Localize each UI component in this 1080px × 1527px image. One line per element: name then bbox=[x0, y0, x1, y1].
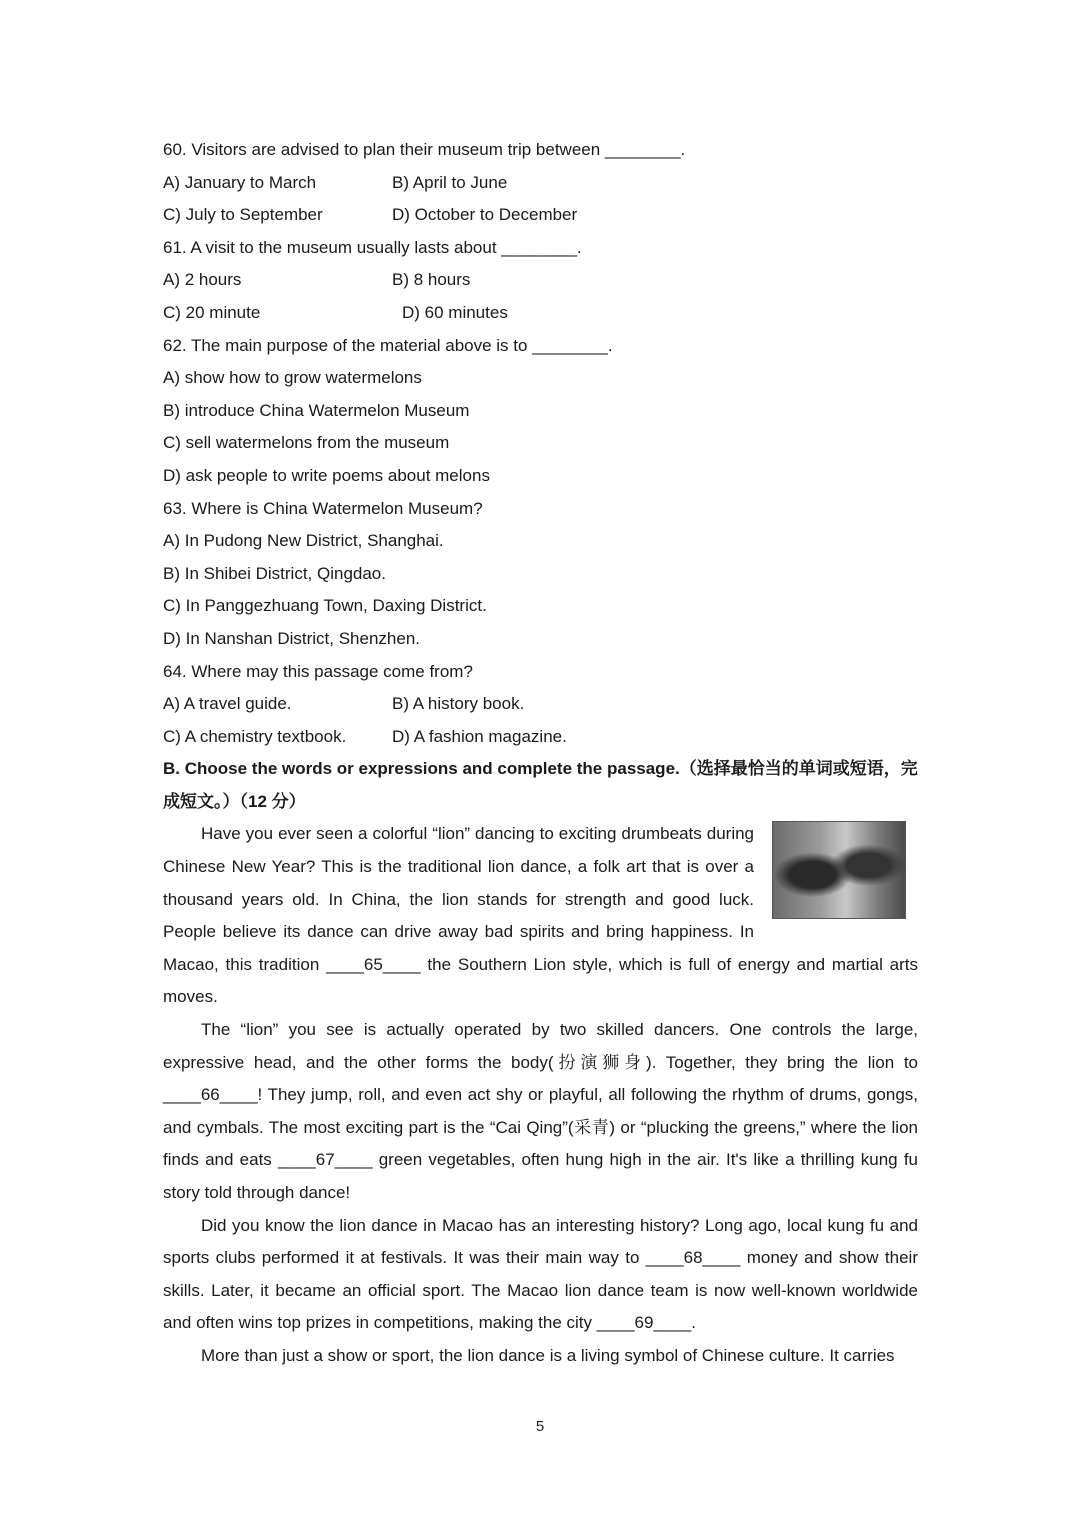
option-63-b: B) In Shibei District, Qingdao. bbox=[163, 563, 386, 583]
option-61-d: D) 60 minutes bbox=[402, 302, 508, 322]
question-64-stem: 64. Where may this passage come from? bbox=[163, 661, 473, 681]
option-62-b: B) introduce China Watermelon Museum bbox=[163, 400, 470, 420]
option-64-c: C) A chemistry textbook. bbox=[163, 726, 347, 746]
option-61-a: A) 2 hours bbox=[163, 270, 242, 290]
question-63-stem: 63. Where is China Watermelon Museum? bbox=[163, 498, 483, 518]
question-60-options-row-2 bbox=[163, 199, 918, 232]
option-62-a: A) show how to grow watermelons bbox=[163, 368, 422, 388]
option-63-c: C) In Panggezhuang Town, Daxing District. bbox=[163, 596, 487, 616]
question-64-options-row-2 bbox=[163, 721, 918, 754]
option-64-b: B) A history book. bbox=[392, 694, 525, 714]
option-62-d: D) ask people to write poems about melons bbox=[163, 465, 490, 485]
section-b-heading: B. Choose the words or expressions and complete the passage.（选择最恰当的单词或短语，完成短文。）（12 分） bbox=[163, 759, 918, 811]
question-62-stem: 62. The main purpose of the material above is to ________. bbox=[163, 335, 613, 355]
question-64-options-row-1 bbox=[163, 688, 918, 721]
option-62-c: C) sell watermelons from the museum bbox=[163, 433, 450, 453]
option-64-a: A) A travel guide. bbox=[163, 694, 292, 714]
option-61-c: C) 20 minute bbox=[163, 302, 261, 322]
question-61-options-row-1 bbox=[163, 264, 918, 297]
option-60-d: D) October to December bbox=[392, 205, 578, 225]
passage-paragraph-2: The “lion” you see is actually operated by two skilled dancers. One controls the large, expressive head, and the other forms the body(扮演狮身). Together, they bring the lion to ____66____! They jump, roll, and even act shy or playful, all following the rhythm of drums, gongs, and cymbals. The most exciting part is the “Cai Qing”(采青) or “plucking the greens,” where the lion finds and eats ____67____ green vegetables, often hung high in the air. It's like a thrilling kung fu story told through dance! bbox=[163, 1020, 918, 1202]
passage-paragraph-3: Did you know the lion dance in Macao has an interesting history? Long ago, local kung fu and sports clubs performed it at festivals. It was their main way to ____68____ money and show their skills. Later, it became an official sport. The Macao lion dance team is now well-known worldwide and often wins top prizes in competitions, making the city ____69____. bbox=[163, 1215, 918, 1333]
option-64-d: D) A fashion magazine. bbox=[392, 726, 567, 746]
option-61-b: B) 8 hours bbox=[392, 270, 471, 290]
lion-dance-photo bbox=[772, 821, 906, 919]
question-60-options-row-1 bbox=[163, 167, 918, 200]
option-63-a: A) In Pudong New District, Shanghai. bbox=[163, 531, 444, 551]
passage-paragraph-1-wrap bbox=[163, 818, 918, 1014]
page-number: 5 bbox=[535, 1418, 545, 1435]
question-61-stem: 61. A visit to the museum usually lasts about ________. bbox=[163, 237, 582, 257]
passage-paragraph-4: More than just a show or sport, the lion dance is a living symbol of Chinese culture. It carries bbox=[201, 1345, 895, 1365]
option-63-d: D) In Nanshan District, Shenzhen. bbox=[163, 628, 421, 648]
page-content bbox=[163, 134, 918, 1373]
option-60-c: C) July to September bbox=[163, 205, 323, 225]
question-61-options-row-2 bbox=[163, 297, 918, 330]
passage-paragraph-1: Have you ever seen a colorful “lion” dancing to exciting drumbeats during Chinese New Year? This is the traditional lion dance, a folk art that is over a thousand years old. In China, the lion stands for strength and good luck. People believe its dance can drive away bad spirits and bring happiness. In Macao, this tradition ____65____ the Southern Lion style, which is full of energy and martial arts moves. bbox=[163, 824, 918, 1007]
question-60-stem: 60. Visitors are advised to plan their museum trip between ________. bbox=[163, 140, 686, 159]
option-60-b: B) April to June bbox=[392, 172, 508, 192]
option-60-a: A) January to March bbox=[163, 172, 317, 192]
